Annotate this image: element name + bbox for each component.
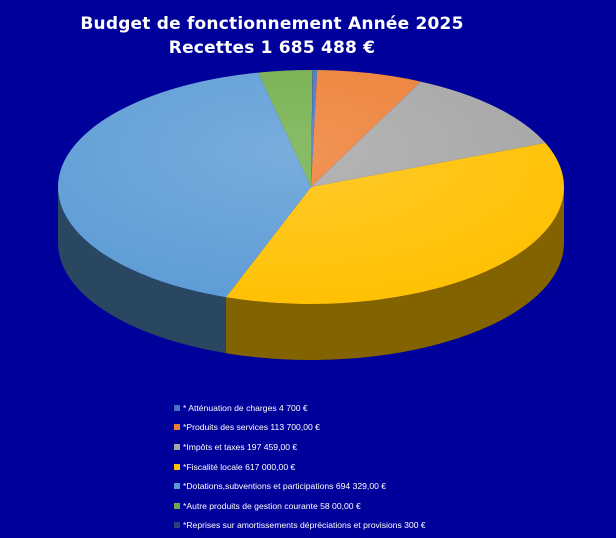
legend-label: * Atténuation de charges 4 700 €	[183, 402, 308, 413]
legend-label: *Reprises sur amortissements dépréciations et provisions 300 €	[183, 520, 426, 531]
legend-item	[174, 496, 426, 516]
legend-item	[174, 476, 426, 496]
legend-label: *Fiscalité locale 617 000,00 €	[183, 461, 296, 472]
legend-swatch	[174, 483, 180, 489]
legend-label: *Autre produits de gestion courante 58 00,00 €	[183, 500, 361, 511]
chart-title: Budget de fonctionnement Année 2025	[80, 14, 464, 34]
legend-swatch	[174, 405, 180, 411]
legend-item	[174, 457, 426, 477]
legend-item	[174, 398, 426, 418]
legend-swatch	[174, 464, 180, 470]
legend-swatch	[174, 444, 180, 450]
legend-label: *Impôts et taxes 197 459,00 €	[183, 441, 298, 452]
chart-subtitle: Recettes 1 685 488 €	[168, 38, 376, 58]
legend-item	[174, 516, 426, 536]
legend-item	[174, 418, 426, 438]
legend-swatch	[174, 522, 180, 528]
legend-item	[174, 437, 426, 457]
legend-swatch	[174, 424, 180, 430]
legend-label: *Produits des services 113 700,00 €	[183, 422, 320, 433]
chart-legend	[174, 398, 426, 535]
legend-swatch	[174, 503, 180, 509]
pie-highlight	[58, 70, 564, 304]
legend-label: *Dotations,subventions et participations 694 329,00 €	[183, 481, 387, 492]
